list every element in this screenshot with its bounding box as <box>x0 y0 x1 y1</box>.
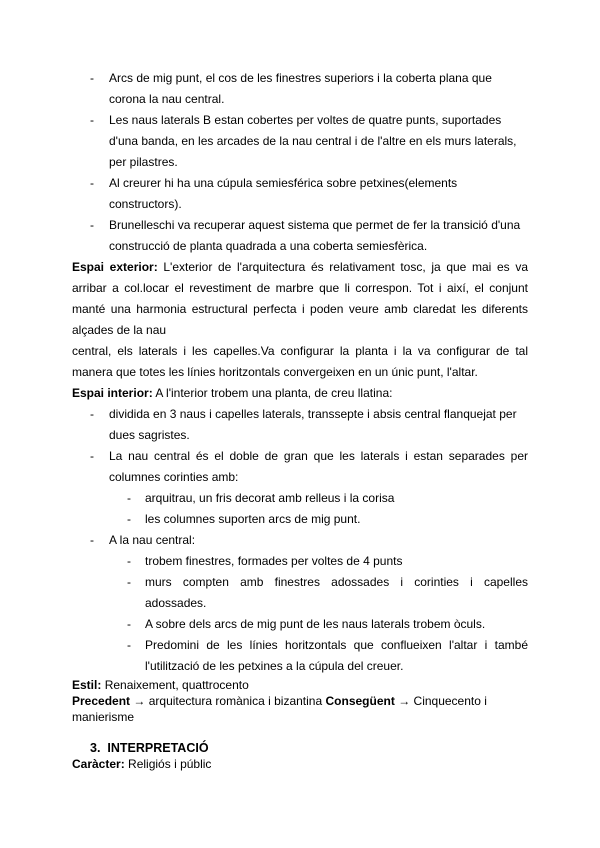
espai-interior-heading: Espai interior: A l'interior trobem una planta, de creu llatina: <box>72 386 393 400</box>
precedent-line-2: manierisme <box>72 710 135 724</box>
list-item-line: construcció de planta quadrada a una coberta semiesfèrica. <box>109 239 428 253</box>
sub-bullet-dash: - <box>127 617 131 631</box>
caracter-label: Caràcter: <box>72 757 125 771</box>
espai-exterior-label: Espai exterior: <box>72 260 158 274</box>
list-item-line: constructors). <box>109 197 182 211</box>
sub-list-item-line: A sobre dels arcs de mig punt de les naus laterals trobem òculs. <box>145 617 486 631</box>
sub-list-item-line: l'utilització de les petxines a la cúpula del creuer. <box>145 659 404 673</box>
bullet-dash: - <box>90 71 94 85</box>
bullet-dash: - <box>90 218 94 232</box>
bullet-dash: - <box>90 176 94 190</box>
sub-bullet-dash: - <box>127 554 131 568</box>
bullet-dash: - <box>90 533 94 547</box>
list-item-line: d'una banda, en les arcades de la nau central i de l'altre en els murs laterals, <box>109 134 517 148</box>
paragraph-line: alçades de la nau <box>72 323 167 337</box>
sub-list-item-line: murs compten amb finestres adossades i corinties i capelles <box>145 575 528 589</box>
sub-list-item-line: arquitrau, un fris decorat amb relleus i la corisa <box>145 491 395 505</box>
sub-bullet-dash: - <box>127 491 131 505</box>
list-item-line: Brunelleschi va recuperar aquest sistema que permet de fer la transició d'una <box>109 218 521 232</box>
paragraph-line: central, els laterals i les capelles.Va configurar la planta i la va configurar de tal <box>72 344 528 358</box>
list-item-line: Al creurer hi ha una cúpula semiesférica sobre petxines(elements <box>109 176 458 190</box>
list-item-line: Les naus laterals B estan cobertes per voltes de quatre punts, suportades <box>109 113 502 127</box>
paragraph-line: manté una harmonia estructural perfecta i poden veure amb claredat les diferents <box>72 302 528 316</box>
paragraph-line: manera que totes les línies horitzontals convergeixen en un únic punt, l'altar. <box>72 365 478 379</box>
list-item-line: columnes corinties amb: <box>109 470 239 484</box>
arrow-icon: → <box>133 694 146 708</box>
bullet-dash: - <box>90 407 94 421</box>
sub-list-item-line: les columnes suporten arcs de mig punt. <box>145 512 361 526</box>
sub-list-item-line: Predomini de les línies horitzontals que conflueixen l'altar i també <box>145 638 528 652</box>
list-item-line: corona la nau central. <box>109 92 225 106</box>
paragraph-line: arribar a col.locar el revestiment de marbre que li correspon. Tot i així, el conjunt <box>72 281 528 295</box>
precedent-line: Precedent → arquitectura romànica i bizantina Consegüent → Cinquecento i <box>72 694 487 708</box>
espai-interior-label: Espai interior: <box>72 386 153 400</box>
sub-list-item-line: adossades. <box>145 596 207 610</box>
precedent-label: Precedent <box>72 694 131 708</box>
bullet-dash: - <box>90 113 94 127</box>
arrow-icon: → <box>398 694 411 708</box>
estil-label: Estil: <box>72 678 102 692</box>
sub-list-item-line: trobem finestres, formades per voltes de 4 punts <box>145 554 403 568</box>
consequent-label: Consegüent <box>325 694 395 708</box>
list-item-line: A la nau central: <box>109 533 196 547</box>
sub-bullet-dash: - <box>127 512 131 526</box>
caracter-line: Caràcter: Religiós i públic <box>72 757 212 771</box>
list-item-line: dues sagristes. <box>109 428 190 442</box>
list-item-line: La nau central és el doble de gran que les laterals i estan separades per <box>109 449 528 463</box>
sub-bullet-dash: - <box>127 575 131 589</box>
list-item-line: Arcs de mig punt, el cos de les finestres superiors i la coberta plana que <box>109 71 492 85</box>
list-item-line: dividida en 3 naus i capelles laterals, transsepte i absis central flanquejat per <box>109 407 517 421</box>
list-item-line: per pilastres. <box>109 155 178 169</box>
section-heading: 3. INTERPRETACIÓ <box>90 741 209 755</box>
estil-line: Estil: Renaixement, quattrocento <box>72 678 249 692</box>
paragraph-line: Espai exterior: L'exterior de l'arquitectura és relativament tosc, ja que mai es va <box>72 260 528 274</box>
bullet-dash: - <box>90 449 94 463</box>
sub-bullet-dash: - <box>127 638 131 652</box>
